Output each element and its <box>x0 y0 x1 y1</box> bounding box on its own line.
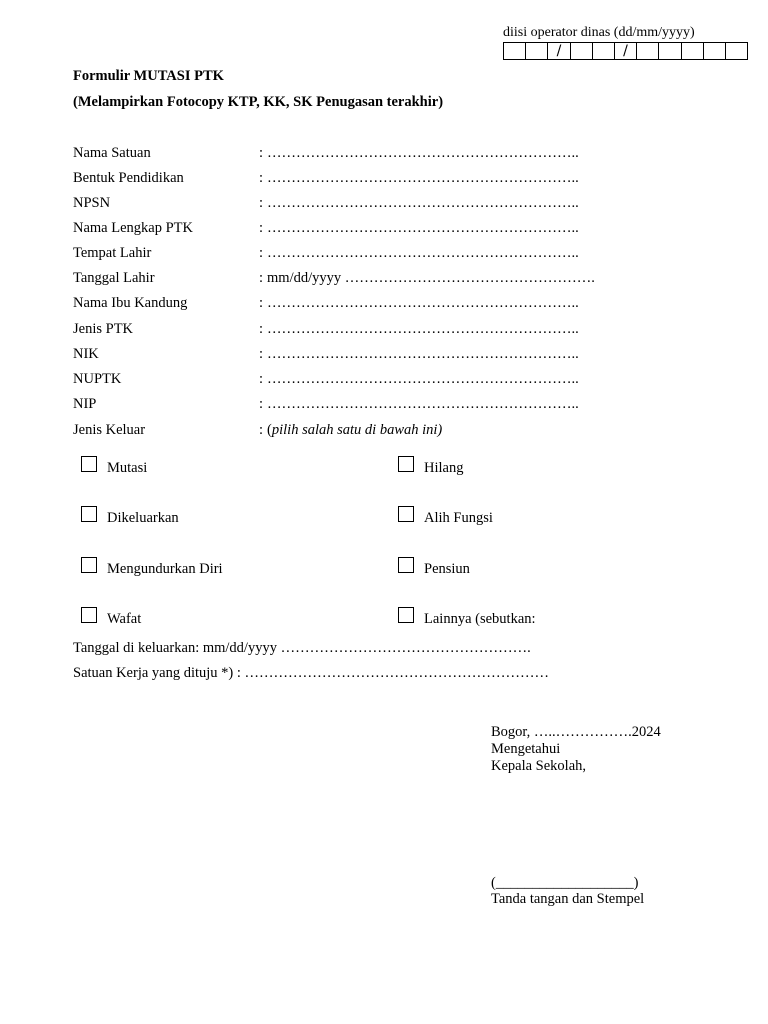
date-cell[interactable] <box>682 43 704 60</box>
date-cell[interactable] <box>637 43 659 60</box>
checkbox-label: Alih Fungsi <box>424 510 493 526</box>
checkbox[interactable] <box>81 557 97 573</box>
field-label: Jenis PTK <box>73 321 134 337</box>
checkbox-label: Pensiun <box>424 561 470 577</box>
checkbox[interactable] <box>398 456 414 472</box>
date-separator: / <box>548 43 570 60</box>
field-input[interactable]: : ……………………………………………………….. <box>259 295 579 311</box>
checkbox-label: Wafat <box>107 611 142 627</box>
checkbox[interactable] <box>398 607 414 623</box>
signature-role: Kepala Sekolah, <box>491 758 587 774</box>
checkbox[interactable] <box>81 607 97 623</box>
checkbox-label: Lainnya (sebutkan: <box>424 611 536 627</box>
date-separator: / <box>615 43 637 60</box>
field-label: Jenis Keluar <box>73 422 146 438</box>
signature-caption: Tanda tangan dan Stempel <box>491 891 645 907</box>
date-cell[interactable] <box>526 43 548 60</box>
checkbox-label: Mengundurkan Diri <box>107 561 223 577</box>
date-cell[interactable] <box>593 43 615 60</box>
field-label: Nama Lengkap PTK <box>73 220 193 236</box>
field-input[interactable]: : ……………………………………………………….. <box>259 396 579 412</box>
signature-mengetahui: Mengetahui <box>491 741 561 757</box>
field-label: Tempat Lahir <box>73 245 152 261</box>
operator-date-grid[interactable] <box>503 42 748 60</box>
field-input[interactable]: : mm/dd/yyyy ……………………………………………. <box>259 270 595 286</box>
checkbox[interactable] <box>398 506 414 522</box>
field-input[interactable]: : ……………………………………………………….. <box>259 371 579 387</box>
field-input[interactable]: : ……………………………………………………….. <box>259 346 579 362</box>
signature-name-line: (___________________) <box>491 875 639 891</box>
field-label: NIK <box>73 346 99 362</box>
date-cell[interactable] <box>504 43 526 60</box>
date-cell[interactable] <box>704 43 726 60</box>
field-label: Nama Ibu Kandung <box>73 295 188 311</box>
checkbox-label: Hilang <box>424 460 464 476</box>
checkbox[interactable] <box>81 506 97 522</box>
field-label: Tanggal Lahir <box>73 270 155 286</box>
date-cell[interactable] <box>571 43 593 60</box>
form-subtitle: (Melampirkan Fotocopy KTP, KK, SK Penugasan terakhir) <box>73 94 444 110</box>
field-input[interactable]: : ……………………………………………………….. <box>259 195 579 211</box>
field-input[interactable]: : ……………………………………………………….. <box>259 220 579 236</box>
signature-place-date: Bogor, …..…………….2024 <box>491 724 661 740</box>
jenis-keluar-hint: : (pilih salah satu di bawah ini) <box>259 422 443 438</box>
date-cell[interactable] <box>659 43 681 60</box>
field-input[interactable]: : ……………………………………………………….. <box>259 145 579 161</box>
form-title: Formulir MUTASI PTK <box>73 68 224 84</box>
checkbox[interactable] <box>81 456 97 472</box>
field-label: NPSN <box>73 195 111 211</box>
field-input[interactable]: : ……………………………………………………….. <box>259 170 579 186</box>
checkbox[interactable] <box>398 557 414 573</box>
field-input[interactable]: : ……………………………………………………….. <box>259 245 579 261</box>
field-input[interactable]: : ……………………………………………………….. <box>259 321 579 337</box>
date-cell[interactable] <box>726 43 748 60</box>
field-label: NUPTK <box>73 371 122 387</box>
checkbox-label: Dikeluarkan <box>107 510 179 526</box>
field-label: Bentuk Pendidikan <box>73 170 184 186</box>
field-label: NIP <box>73 396 97 412</box>
tanggal-keluar-field[interactable]: Tanggal di keluarkan: mm/dd/yyyy ……………………………………………. <box>73 640 531 656</box>
field-label: Nama Satuan <box>73 145 151 161</box>
operator-date-label: diisi operator dinas (dd/mm/yyyy) <box>503 25 695 40</box>
satuan-kerja-tujuan-field[interactable]: Satuan Kerja yang dituju *) : ……………………………………………………… <box>73 665 550 681</box>
checkbox-label: Mutasi <box>107 460 148 476</box>
